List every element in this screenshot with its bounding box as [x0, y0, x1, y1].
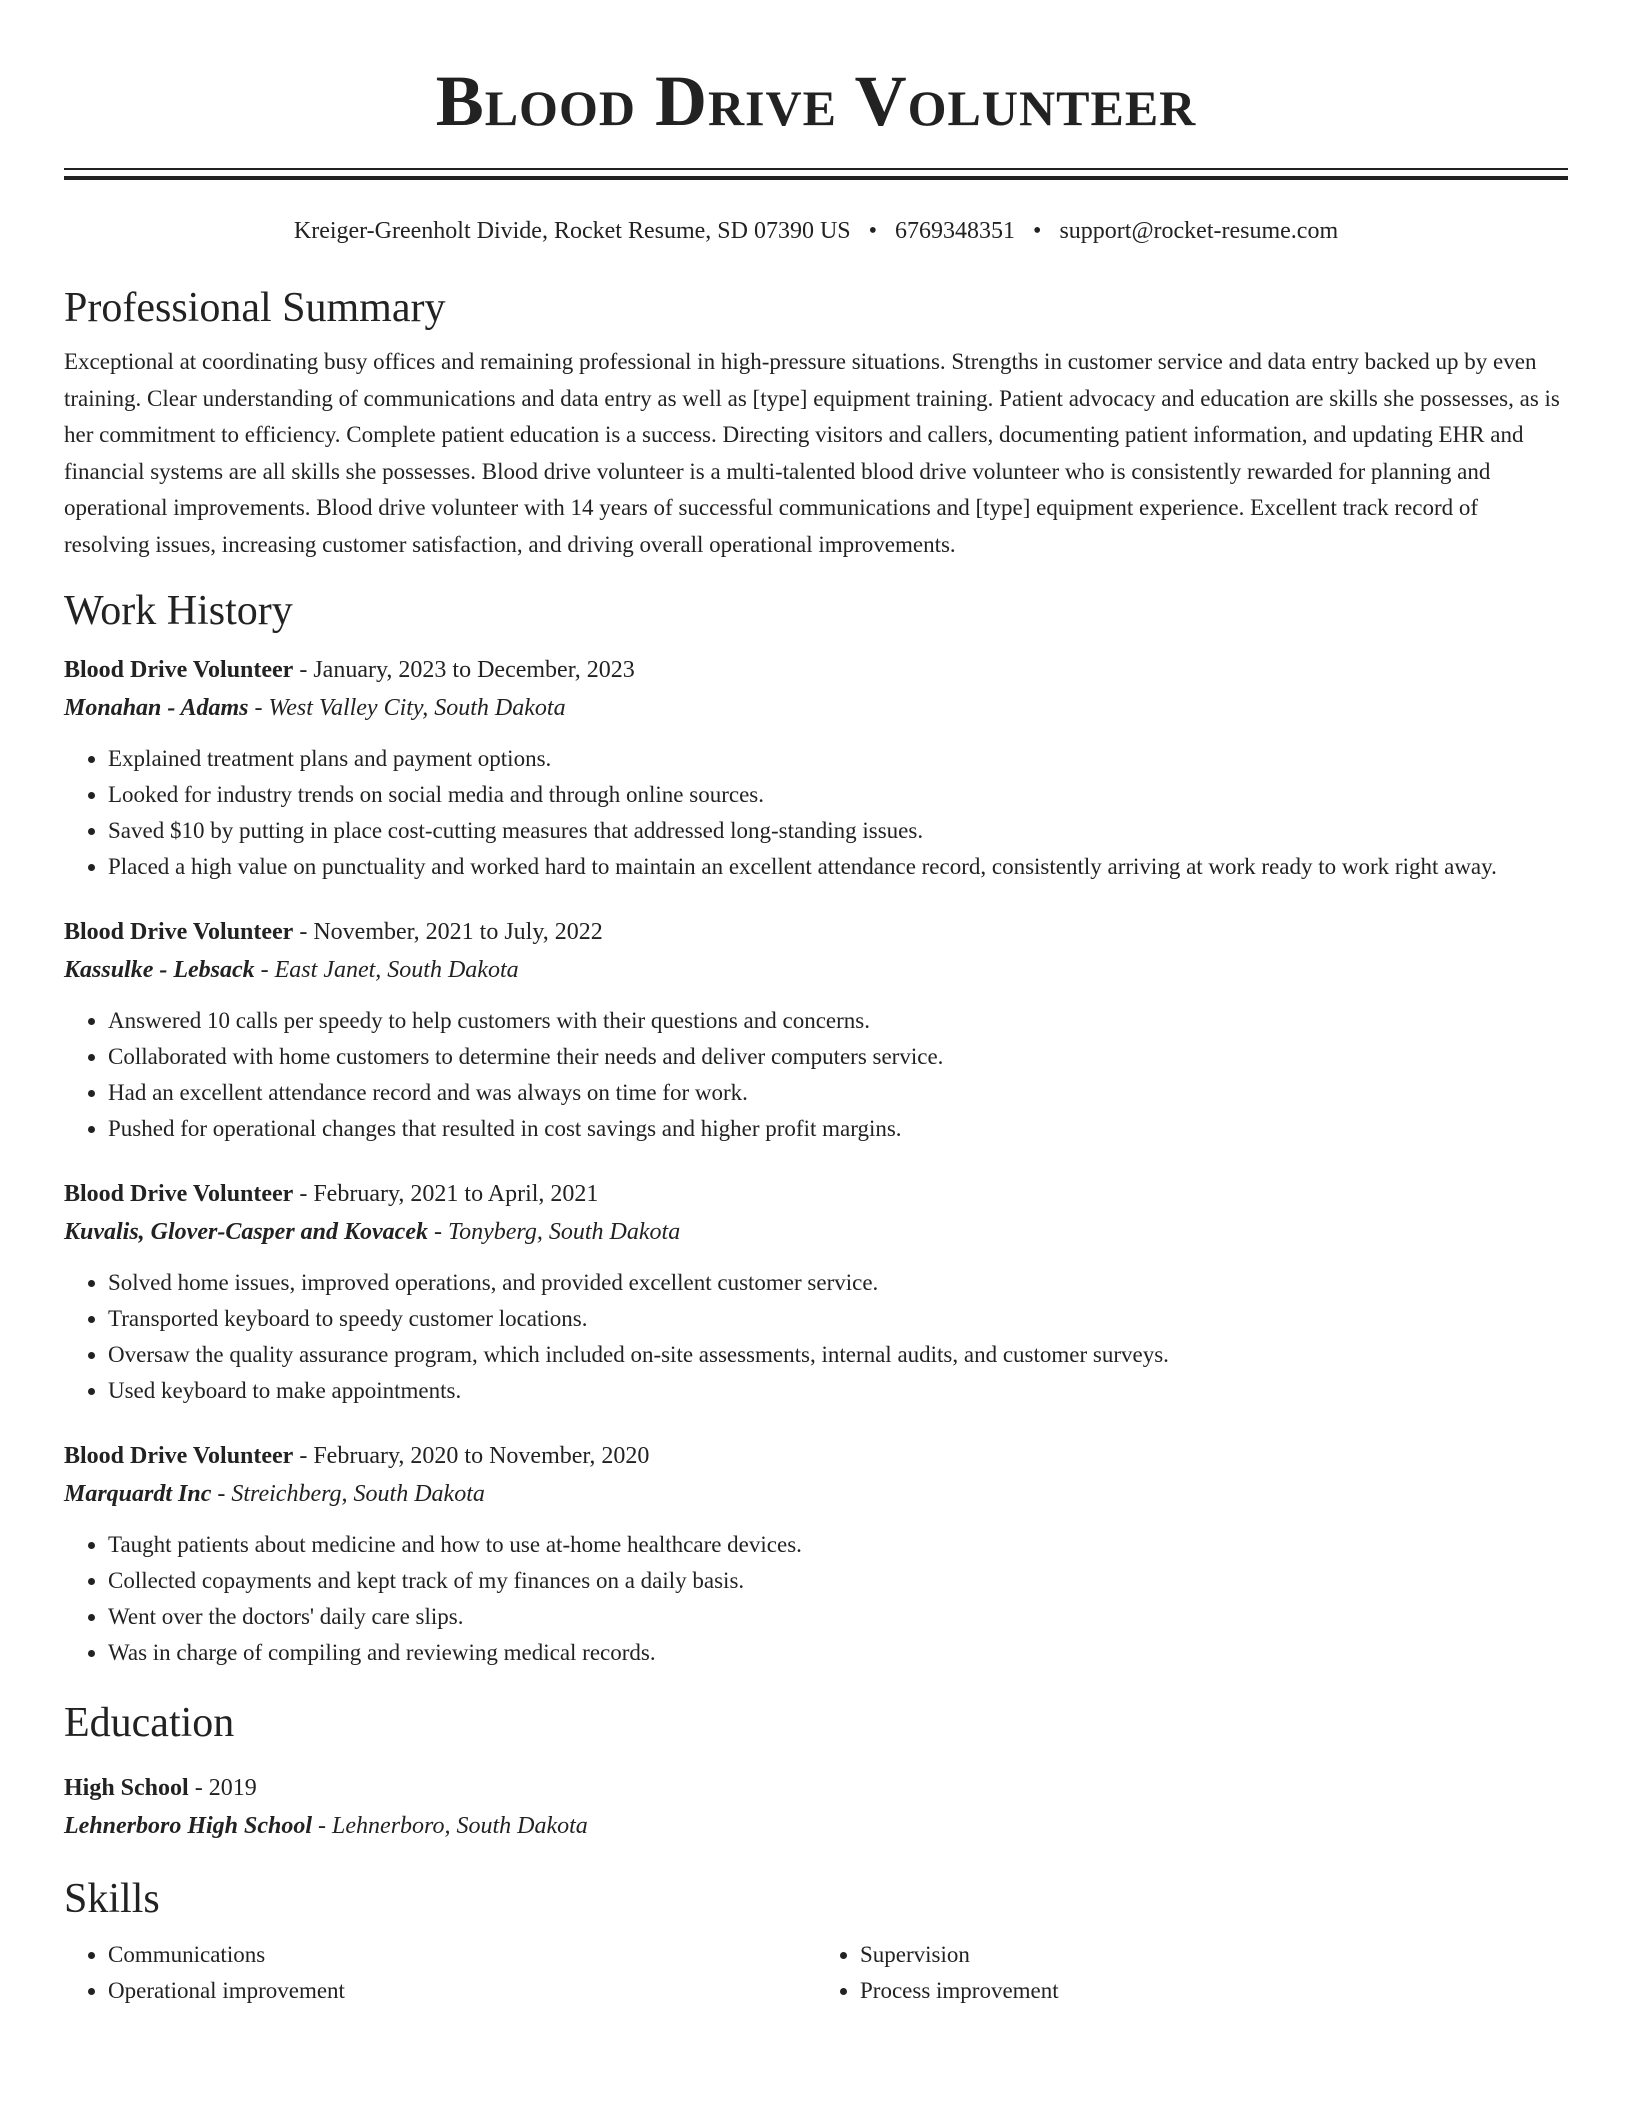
job-bullets [64, 1265, 1568, 1409]
job-bullets [64, 741, 1568, 885]
header-divider-thick [64, 176, 1568, 180]
skills-column-left [64, 1937, 816, 2009]
job-bullet: • Had an excellent attendance record and was always on time for work. [108, 1075, 1568, 1111]
job-bullet: • Answered 10 calls per speedy to help customers with their questions and concerns. [108, 1003, 1568, 1039]
job-title-line [64, 651, 1568, 689]
employer-name: Marquardt Inc [64, 1481, 212, 1507]
employer-name: Monahan - Adams [64, 695, 249, 721]
skill-item: • Communications [108, 1937, 816, 1973]
employer-line [64, 951, 1568, 989]
job-bullets [64, 1003, 1568, 1147]
job-bullet: • Was in charge of compiling and reviewing medical records. [108, 1635, 1568, 1671]
job-bullet: • Placed a high value on punctuality and worked hard to maintain an excellent attendance record, consistently arriving at work ready to work right away. [108, 849, 1568, 885]
school-location: - Lehnerboro, South Dakota [312, 1813, 588, 1839]
skill-item: • Supervision [860, 1937, 1568, 1973]
job-bullet: • Looked for industry trends on social media and through online sources. [108, 777, 1568, 813]
job-title-line [64, 1437, 1568, 1475]
school-name: Lehnerboro High School [64, 1813, 313, 1839]
job-bullet: • Saved $10 by putting in place cost-cutting measures that addressed long-standing issues. [108, 813, 1568, 849]
job-position: Blood Drive Volunteer [64, 919, 294, 945]
job-bullet: • Oversaw the quality assurance program, which included on-site assessments, internal audits, and customer surveys. [108, 1337, 1568, 1373]
job-bullets [64, 1527, 1568, 1671]
job-dates: - February, 2020 to November, 2020 [293, 1443, 650, 1469]
job-title-line [64, 913, 1568, 951]
job-dates: - November, 2021 to July, 2022 [293, 919, 603, 945]
job-position: Blood Drive Volunteer [64, 657, 294, 683]
contact-email: support@rocket-resume.com [1059, 218, 1339, 244]
education-entry [64, 1769, 1568, 1845]
employer-name: Kassulke - Lebsack [64, 957, 255, 983]
employer-line [64, 1475, 1568, 1513]
job-bullet: • Pushed for operational changes that resulted in cost savings and higher profit margins. [108, 1111, 1568, 1147]
job-entry [64, 1175, 1568, 1409]
job-position: Blood Drive Volunteer [64, 1443, 294, 1469]
employer-name: Kuvalis, Glover-Casper and Kovacek [64, 1219, 428, 1245]
job-entry [64, 651, 1568, 885]
job-position: Blood Drive Volunteer [64, 1181, 294, 1207]
summary-heading: Professional Summary [64, 285, 446, 331]
skill-item: • Process improvement [860, 1973, 1568, 2009]
contact-separator: • [868, 218, 878, 244]
employer-location: - West Valley City, South Dakota [248, 695, 566, 721]
degree-line [64, 1769, 1568, 1807]
employer-location: - Streichberg, South Dakota [211, 1481, 485, 1507]
job-bullet: • Went over the doctors' daily care slips. [108, 1599, 1568, 1635]
school-line [64, 1807, 1568, 1845]
contact-line [64, 216, 1568, 246]
job-bullet: • Solved home issues, improved operations, and provided excellent customer service. [108, 1265, 1568, 1301]
header-divider-thin [64, 168, 1568, 170]
candidate-name: Blood Drive Volunteer [435, 61, 1197, 141]
employer-line [64, 689, 1568, 727]
job-dates: - January, 2023 to December, 2023 [293, 657, 635, 683]
skills-list [64, 1937, 1568, 2009]
skills-column-right [816, 1937, 1568, 2009]
job-dates: - February, 2021 to April, 2021 [293, 1181, 599, 1207]
job-bullet: • Taught patients about medicine and how to use at-home healthcare devices. [108, 1527, 1568, 1563]
job-bullet: • Transported keyboard to speedy customer locations. [108, 1301, 1568, 1337]
contact-separator: • [1033, 218, 1042, 244]
skill-item: • Operational improvement [108, 1973, 816, 2009]
education-heading: Education [64, 1700, 235, 1746]
job-entry [64, 1437, 1568, 1671]
contact-address: Kreiger-Greenholt Divide, Rocket Resume, SD 07390 US [293, 218, 851, 244]
employer-line [64, 1213, 1568, 1251]
summary-text: Exceptional at coordinating busy offices and remaining professional in high-pressure situations. Strengths in customer service and data entry backed up by even training. Clear understanding of communications and data entry as well as [type] equipment training. Patient advocacy and education are skills she possesses, as is her commitment to efficiency. Complete patient education is a success. Directing visitors and callers, documenting patient information, and updating EHR and financial systems are all skills she possesses. Blood drive volunteer is a multi-talented blood drive volunteer who is consistently rewarded for planning and operational improvements. Blood drive volunteer with 14 years of successful communications and [type] equipment experience. Excellent track record of resolving issues, increasing customer satisfaction, and driving overall operational improvements. [64, 349, 1560, 557]
job-bullet: • Explained treatment plans and payment options. [108, 741, 1568, 777]
work-history-heading: Work History [64, 588, 293, 634]
employer-location: - Tonyberg, South Dakota [427, 1219, 681, 1245]
degree-name: High School [64, 1775, 189, 1801]
job-bullet: • Used keyboard to make appointments. [108, 1373, 1568, 1409]
job-entry [64, 913, 1568, 1147]
job-title-line [64, 1175, 1568, 1213]
degree-year: - 2019 [188, 1775, 257, 1801]
job-bullet: • Collected copayments and kept track of my finances on a daily basis. [108, 1563, 1568, 1599]
contact-phone: 6769348351 [895, 218, 1016, 244]
skills-heading: Skills [64, 1876, 160, 1922]
employer-location: - East Janet, South Dakota [254, 957, 519, 983]
job-bullet: • Collaborated with home customers to determine their needs and deliver computers service. [108, 1039, 1568, 1075]
